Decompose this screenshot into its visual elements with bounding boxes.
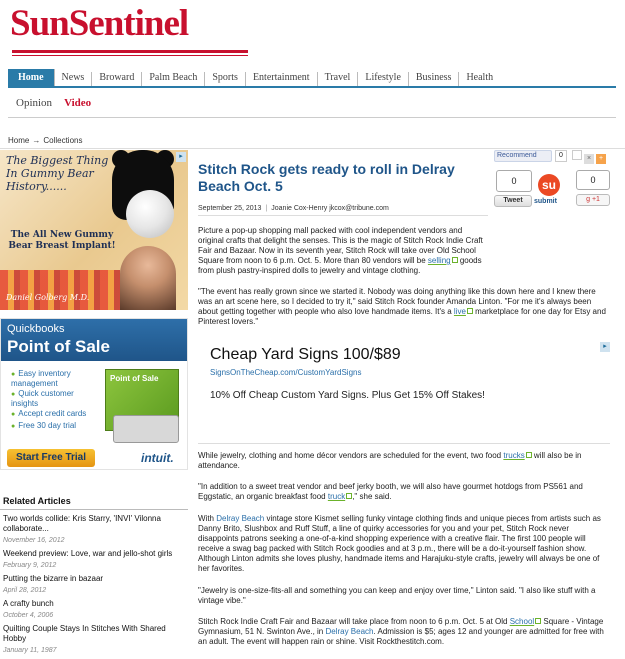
nav-entertainment[interactable]: Entertainment [246,72,318,86]
qb-feature: ● Accept credit cards [11,409,101,419]
breadcrumb-divider [0,148,625,149]
google-ad-description: 10% Off Cheap Custom Yard Signs. Plus Get 15% Off Stakes! [210,390,485,401]
related-title[interactable]: Weekend preview: Love, war and jello-shot girls [3,549,173,558]
related-item[interactable] [0,545,188,570]
para-text: "The event has really grown since we started it. Nobody was doing anything like this down here and I knew there was an art scene here, so I decided to try it," said Stitch Rock founder Amanda Linton. "For me it's always been about getting together with people who also love handmade items. It's a [198,287,596,316]
ad-signature: Daniel Golberg M.D. [6,293,90,302]
para-text: goods from plush pastry-inspired dolls to jewelry and vintage clothing. [198,256,482,275]
related-articles [0,496,188,655]
related-date: October 4, 2006 [3,612,54,619]
related-date: April 28, 2012 [3,587,47,594]
sub-nav [16,97,91,109]
related-title[interactable]: Two worlds collide: Kris Starry, 'INVI' Vilonna collaborate... [3,514,161,533]
nav-palm-beach[interactable]: Palm Beach [142,72,205,86]
stumbleupon-icon[interactable]: su [538,174,560,196]
google-plus-icon: g [586,196,590,203]
article-paragraph [198,617,608,647]
qb-brand: Quickbooks [7,323,65,335]
pos-register-image [113,415,179,443]
related-item[interactable] [0,510,188,545]
ad-subline: The All New Gummy Bear Breast Implant! [8,230,116,251]
adchoices-icon[interactable]: ▸ [176,152,186,162]
para-text: marketplace for one day for Etsy and Pinterest lovers." [198,307,606,326]
facebook-recommend-button[interactable] [494,150,552,162]
ad-model-image [120,246,176,310]
breadcrumb-home[interactable]: Home [8,136,30,145]
byline-separator: | [265,205,268,212]
nav-health[interactable]: Health [466,72,494,83]
share-plus-icon[interactable]: + [596,154,606,164]
nav-broward[interactable]: Broward [92,72,142,86]
quickbooks-ad[interactable] [0,318,188,470]
social-share-box [494,150,616,212]
para-text: ," she said. [352,492,392,501]
nav-travel[interactable]: Travel [318,72,359,86]
stumbleupon-submit[interactable]: submit [534,198,557,205]
gummy-bear-ad[interactable] [0,150,188,310]
article-date: September 25, 2013 [198,205,262,212]
article-paragraph: "Jewelry is one-size-fits-all and something you can keep and enjoy over time," Linton said. "I also like stuff with a vintage vibe." [198,586,596,605]
qb-box-label: Point of Sale [110,374,159,383]
breadcrumb [8,136,82,145]
google-plus-button[interactable] [576,194,610,206]
tweet-count: 0 [496,170,532,192]
byline-divider [198,215,488,216]
article-headline: Stitch Rock gets ready to roll in Delray Beach Oct. 5 [198,161,455,194]
para-text: "In addition to a sweet treat vendor and beef jerky booth, we will also have gourmet hotdogs from PS561 and Eggstatic, an organic breakfast food [198,482,583,501]
logo-text: SunSentinel [10,3,189,44]
google-ad-headline[interactable]: Cheap Yard Signs 100/$89 [210,346,401,363]
google-text-ad[interactable] [198,340,610,444]
related-title[interactable]: Putting the bizarre in bazaar [3,574,104,583]
qb-feature: ● Quick customer insights [11,389,101,408]
article-paragraph [198,482,608,502]
adchoices-icon[interactable]: ▸ [600,342,610,352]
related-title[interactable]: A crafty bunch [3,599,54,608]
breadcrumb-collections[interactable]: Collections [43,136,83,145]
article-paragraph [198,287,608,327]
tweet-button[interactable] [494,195,532,207]
site-logo[interactable] [10,4,250,66]
logo-rule-thin [12,55,248,56]
related-item[interactable] [0,595,188,620]
article-byline [198,205,389,212]
google-plus-label: +1 [591,196,600,203]
nav-lifestyle[interactable]: Lifestyle [358,72,409,86]
nav-home[interactable]: Home [8,69,55,86]
breadcrumb-arrow-icon: → [32,136,41,145]
ad-headline: The Biggest Thing In Gummy Bear History...... [6,154,109,193]
intuit-logo: intuit. [141,451,174,465]
subnav-opinion[interactable]: Opinion [16,97,53,109]
nav-business[interactable]: Business [409,72,460,86]
related-item[interactable] [0,620,188,655]
logo-rule [12,50,248,53]
para-text: Picture a pop-up shopping mall packed with cool independent vendors and original crafts that delight the senses. This is the magic of Stitch Rock Indie Craft Fair and Bazaar. Now in its seventh year, Stitch Rock will take over Old School Square from noon to 6 p.m. Oct. 5. More than 80 vendors will be [198,226,483,265]
inline-link-live[interactable]: live [453,307,466,316]
article-paragraph [198,451,608,471]
start-free-trial-button[interactable]: Start Free Trial [7,449,95,467]
related-date: November 16, 2012 [3,537,65,544]
article-author[interactable]: Joanie Cox-Henry jkcox@tribune.com [271,205,389,212]
related-heading: Related Articles [0,496,188,510]
implant-bubble-image [126,190,174,238]
related-date: February 9, 2012 [3,562,57,569]
para-text: vintage store Kismet selling funky vintage clothing finds and unique pieces from artists such as Danny Brito, Slushbox and Ruff Stuff, a line of quirky accessories for you and your pet, Stitch Rock never disappoints patrons seeking a one-of-a-kind shopping experience with a creative flair. The first 100 people will receive a swag bag packed with Stitch Rock goodies and at 3 p.m., there will be a do-it-yourself fashion show. Although Linton admits she loves plushy, handmade items and Harajuku-style crafts, jewelry will always be one of her favorites. [198,514,601,573]
related-item[interactable] [0,570,188,595]
para-text: With [198,514,217,523]
subnav-video[interactable]: Video [64,97,92,109]
qb-feature: ● Free 30 day trial [11,421,101,431]
fb-label: Recommend [497,152,537,159]
related-date: January 11, 1987 [3,647,57,654]
google-ad-url[interactable]: SignsOnTheCheap.com/CustomYardSigns [210,368,362,377]
subnav-divider [8,117,616,118]
facebook-count: 0 [555,150,567,162]
google-plus-count: 0 [576,170,610,190]
main-nav [8,70,616,88]
article-paragraph [198,226,488,276]
close-icon[interactable]: × [584,154,594,164]
inline-link-trucks[interactable]: trucks [503,451,525,460]
inline-link-truck[interactable]: truck [327,492,346,501]
inline-link-delray-beach[interactable]: Delray Beach [325,627,374,636]
qb-title: Point of Sale [7,337,110,356]
qb-feature: ● Easy inventory management [11,369,101,388]
inline-link-selling[interactable]: selling [427,256,451,265]
para-text: . Admission is $5; ages 12 and younger are admitted for free with an adult. The event will happen rain or shine. Visit Rockthestitch.com. [198,627,604,646]
nav-news[interactable]: News [55,72,93,86]
para-text: will also be in attendance. [198,451,582,470]
related-title[interactable]: Quilting Couple Stays In Stitches With Shared Hobby [3,624,166,643]
share-options [572,150,616,164]
share-blank-icon[interactable] [572,150,582,160]
para-text: While jewelry, clothing and home décor vendors are scheduled for the event, two food [198,451,504,460]
article-paragraph [198,514,608,574]
nav-sports[interactable]: Sports [205,72,246,86]
tweet-label: Tweet [503,197,523,204]
inline-link-school[interactable]: School [509,617,535,626]
para-text: Square - Vintage Gymnasium, 51 N. Swinton Ave., in [198,617,604,636]
inline-link-delray-beach[interactable]: Delray Beach [216,514,265,523]
para-text: Stitch Rock Indie Craft Fair and Bazaar will take place from noon to 6 p.m. Oct. 5 at Old [198,617,510,626]
ad-flowers-image [0,270,120,310]
